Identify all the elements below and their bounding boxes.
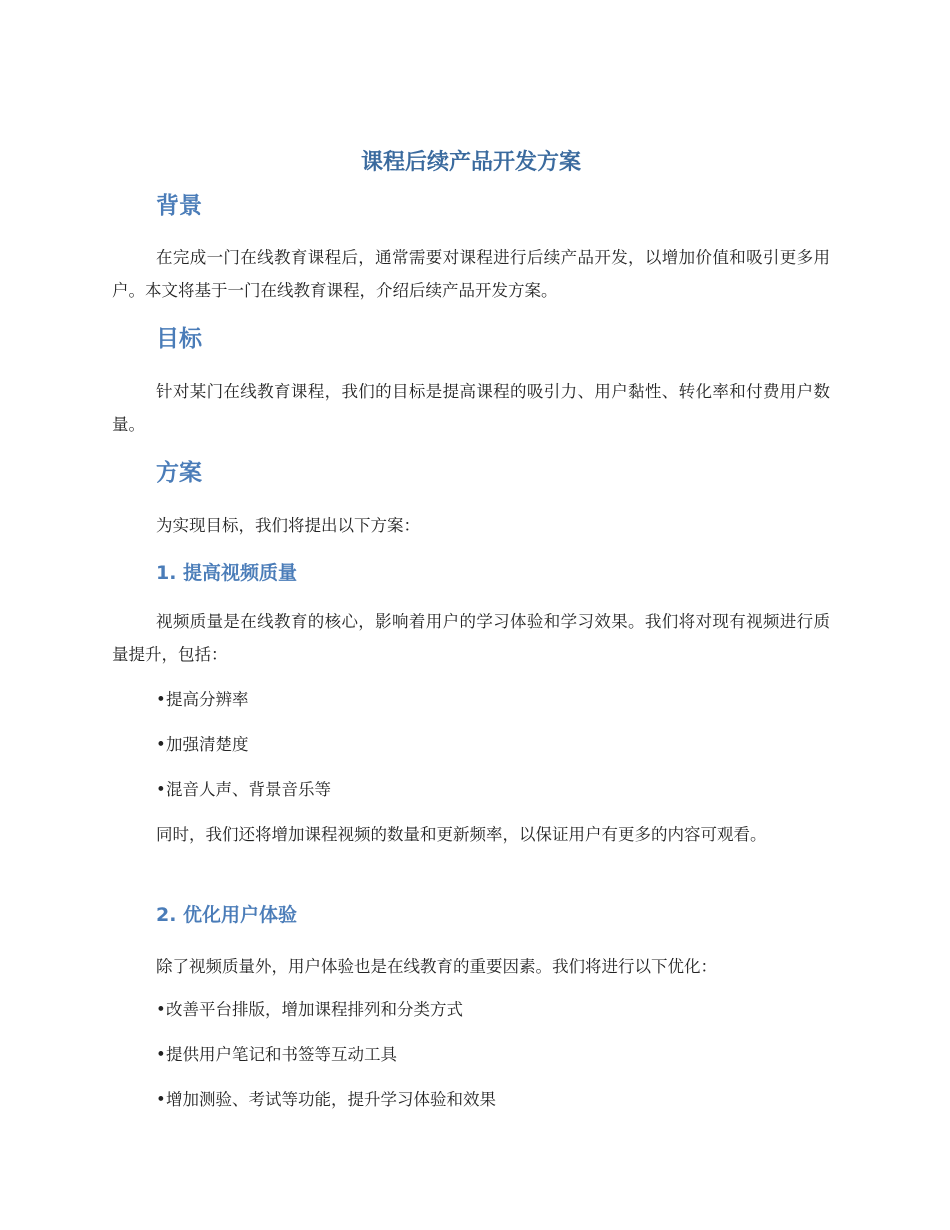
list-item <box>156 775 830 805</box>
paragraph-goal: 针对某门在线教育课程，我们的目标是提高课程的吸引力、用户黏性、转化率和付费用户数量。 <box>112 382 830 434</box>
bullet-icon: • <box>156 1090 166 1109</box>
document-page <box>112 0 830 1230</box>
list-item-text: 提高分辨率 <box>166 690 249 709</box>
paragraph-plan-item-1: 视频质量是在线教育的核心，影响着用户的学习体验和学习效果。我们将对现有视频进行质量提升，包括： <box>112 612 830 664</box>
paragraph-plan-item-1-closing: 同时，我们还将增加课程视频的数量和更新频率，以保证用户有更多的内容可观看。 <box>156 825 767 844</box>
bullet-icon: • <box>156 690 166 709</box>
bullet-icon: • <box>156 1045 166 1064</box>
list-item-text: 加强清楚度 <box>166 735 249 754</box>
list-item <box>156 730 830 760</box>
list-item <box>156 1085 830 1115</box>
heading-background: 背景 <box>156 193 202 219</box>
heading-goal: 目标 <box>156 326 202 352</box>
heading-plan-item-1: 1. 提高视频质量 <box>156 562 298 584</box>
heading-plan-item-2: 2. 优化用户体验 <box>156 904 298 926</box>
document-title: 课程后续产品开发方案 <box>360 150 581 175</box>
bullet-icon: • <box>156 1000 166 1019</box>
list-item-text: 提供用户笔记和书签等互动工具 <box>166 1045 397 1064</box>
bullet-icon: • <box>156 780 166 799</box>
list-item <box>156 995 830 1025</box>
bullet-icon: • <box>156 735 166 754</box>
paragraph-background: 在完成一门在线教育课程后，通常需要对课程进行后续产品开发，以增加价值和吸引更多用户。本文将基于一门在线教育课程，介绍后续产品开发方案。 <box>112 248 830 300</box>
list-item <box>156 685 830 715</box>
heading-plan: 方案 <box>156 460 202 486</box>
list-item <box>156 1040 830 1070</box>
list-item-text: 混音人声、背景音乐等 <box>166 780 331 799</box>
paragraph-plan-item-2: 除了视频质量外，用户体验也是在线教育的重要因素。我们将进行以下优化： <box>156 957 717 976</box>
list-item-text: 增加测验、考试等功能，提升学习体验和效果 <box>166 1090 496 1109</box>
paragraph-plan-intro: 为实现目标，我们将提出以下方案： <box>156 516 420 535</box>
list-item-text: 改善平台排版，增加课程排列和分类方式 <box>166 1000 463 1019</box>
